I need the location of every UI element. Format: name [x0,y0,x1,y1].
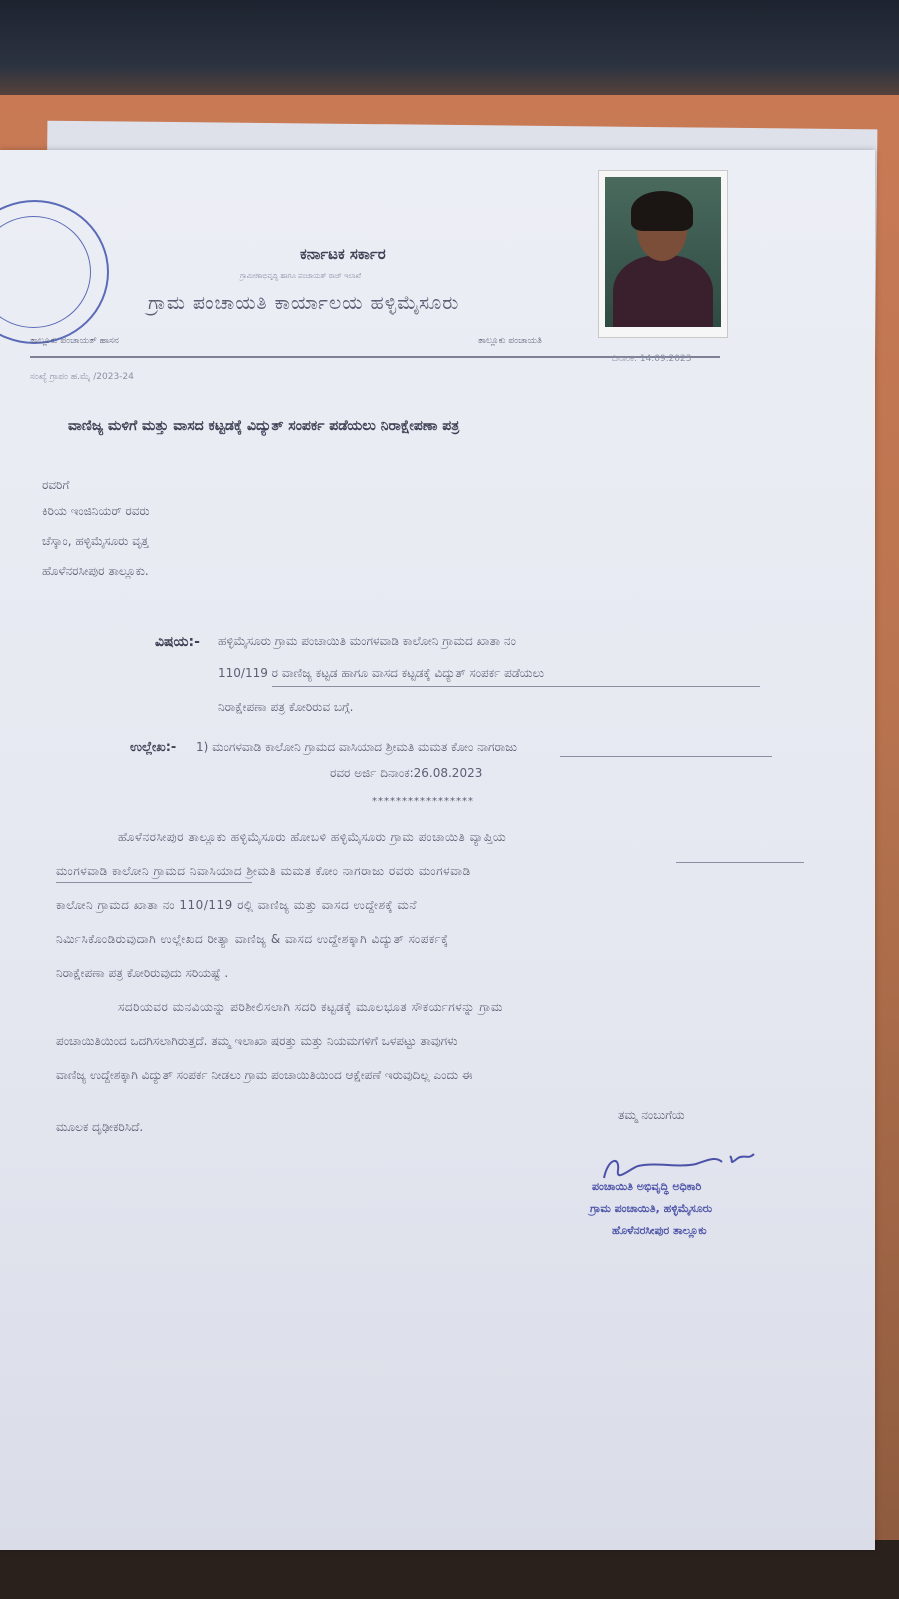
subject-underline [272,686,760,687]
recipient-line: ಹೊಳೆನರಸೀಪುರ ತಾಲ್ಲೂಕು. [42,564,149,578]
signature-stamp-line: ಪಂಚಾಯಿತಿ ಅಭಿವೃದ್ಧಿ ಅಧಿಕಾರಿ [592,1180,702,1193]
body-line: ವಾಣಿಜ್ಯ ಉದ್ದೇಶಕ್ಕಾಗಿ ವಿದ್ಯುತ್ ಸಂಪರ್ಕ ನೀಡಲು ಗ್ರಾಮ ಪಂಚಾಯಿತಿಯಿಂದ ಆಕ್ಷೇಪಣೆ ಇರುವುದಿಲ್ಲ ಎಂದು ಈ [56,1068,473,1082]
body-line: ಕಾಲೋನಿ ಗ್ರಾಮದ ಖಾತಾ ನಂ 110/119 ರಲ್ಲಿ ವಾಣಿಜ್ಯ ಮತ್ತು ವಾಸದ ಉದ್ದೇಶಕ್ಕೆ ಮನೆ [56,898,417,912]
signature-stamp-line: ಗ್ರಾಮ ಪಂಚಾಯಿತಿ, ಹಳ್ಳಿಮೈಸೂರು [590,1202,713,1215]
separator: ***************** [372,796,474,807]
reference-underline [560,756,772,757]
body-underline [56,882,252,883]
letter-title: ವಾಣಿಜ್ಯ ಮಳಿಗೆ ಮತ್ತು ವಾಸದ ಕಟ್ಟಡಕ್ಕೆ ವಿದ್ಯುತ್ ಸಂಪರ್ಕ ಪಡೆಯಲು ನಿರಾಕ್ಷೇಪಣಾ ಪತ್ರ [68,418,460,434]
body-line: ಮಂಗಳವಾಡಿ ಕಾಲೋನಿ ಗ್ರಾಮದ ನಿವಾಸಿಯಾದ ಶ್ರೀಮತಿ ಮಮತ ಕೋಂ ನಾಗರಾಜು ರವರು ಮಂಗಳವಾಡಿ [56,864,471,878]
recipient-line: ರವರಿಗೆ [42,478,70,492]
reference-number: ಸಂಖ್ಯೆ ಗ್ರಾಪಂ ಹ.ಮೈ /2023-24 [30,372,134,382]
subject-line: 110/119 ರ ವಾಣಿಜ್ಯ ಕಟ್ಟಡ ಹಾಗೂ ವಾಸದ ಕಟ್ಟಡಕ್ಕೆ ವಿದ್ಯುತ್ ಸಂಪರ್ಕ ಪಡೆಯಲು [218,666,545,680]
left-subheading: ತಾಲ್ಲೂಕು ಪಂಚಾಯತ್ ಹಾಸನ [30,336,119,346]
letter-date: ದಿನಾಂಕ: 14.09.2023 [612,354,692,364]
applicant-photo [598,170,728,338]
background-top [0,0,899,110]
body-line: ನಿರ್ಮಿಸಿಕೊಂಡಿರುವುದಾಗಿ ಉಲ್ಲೇಖದ ರೀತ್ಯಾ ವಾಣಿಜ್ಯ & ವಾಸದ ಉದ್ದೇಶಕ್ಕಾಗಿ ವಿದ್ಯುತ್ ಸಂಪರ್ಕಕ್ಕೆ [56,932,449,946]
document-sheet [0,150,875,1550]
signature-stamp-line: ಹೊಳೆನರಸೀಪುರ ತಾಲ್ಲೂಕು [612,1224,707,1237]
subject-line: ಹಳ್ಳಿಮೈಸೂರು ಗ್ರಾಮ ಪಂಚಾಯಿತಿ ಮಂಗಳವಾಡಿ ಕಾಲೋನಿ ಗ್ರಾಮದ ಖಾತಾ ನಂ [218,634,516,648]
govt-heading: ಕರ್ನಾಟಕ ಸರ್ಕಾರ [300,245,386,263]
subject-label: ವಿಷಯ:- [155,634,200,650]
reference-label: ಉಲ್ಲೇಖ:- [130,740,177,755]
recipient-line: ಚೆಸ್ಕಾಂ, ಹಳ್ಳಿಮೈಸೂರು ವೃತ್ತ [42,534,149,548]
closing-text: ತಮ್ಮ ನಂಬುಗೆಯ [618,1108,685,1122]
right-subheading: ತಾಲ್ಲೂಕು ಪಂಚಾಯತಿ [478,336,542,346]
body-line: ಹೊಳೆನರಸೀಪುರ ತಾಲ್ಲೂಕು ಹಳ್ಳಿಮೈಸೂರು ಹೋಬಳಿ ಹಳ್ಳಿಮೈಸೂರು ಗ್ರಾಮ ಪಂಚಾಯಿತಿ ವ್ಯಾಪ್ತಿಯ [118,830,507,844]
reference-line: ರವರ ಅರ್ಜಿ ದಿನಾಂಕ:26.08.2023 [330,766,483,780]
body-line: ಮೂಲಕ ದೃಢೀಕರಿಸಿದೆ. [56,1120,144,1134]
body-line: ನಿರಾಕ್ಷೇಪಣಾ ಪತ್ರ ಕೋರಿರುವುದು ಸರಿಯಷ್ಟೆ . [56,966,229,980]
office-heading: ಗ್ರಾಮ ಪಂಚಾಯತಿ ಕಾರ್ಯಾಲಯ ಹಳ್ಳಿಮೈಸೂರು [148,292,460,314]
subject-line: ನಿರಾಕ್ಷೇಪಣಾ ಪತ್ರ ಕೋರಿರುವ ಬಗ್ಗೆ. [218,700,354,714]
body-underline [676,862,804,863]
dept-heading: ಗ್ರಾಮೀಣಾಭಿವೃದ್ಧಿ ಹಾಗೂ ಪಂಚಾಯತ್ ರಾಜ್ ಇಲಾಖೆ [240,272,361,280]
body-line: ಪಂಚಾಯಿತಿಯಿಂದ ಒದಗಿಸಲಾಗಿರುತ್ತದೆ. ತಮ್ಮ ಇಲಾಖಾ ಷರತ್ತು ಮತ್ತು ನಿಯಮಗಳಿಗೆ ಒಳಪಟ್ಟು ತಾವುಗಳು [56,1034,458,1048]
body-line: ಸದರಿಯವರ ಮನವಿಯನ್ನು ಪರಿಶೀಲಿಸಲಾಗಿ ಸದರಿ ಕಟ್ಟಡಕ್ಕೆ ಮೂಲಭೂತ ಸೌಕರ್ಯಗಳನ್ನು ಗ್ರಾಮ [118,1000,503,1014]
recipient-line: ಕಿರಿಯ ಇಂಜಿನಿಯರ್ ರವರು [42,504,150,518]
reference-line: 1) ಮಂಗಳವಾಡಿ ಕಾಲೋನಿ ಗ್ರಾಮದ ವಾಸಿಯಾದ ಶ್ರೀಮತಿ ಮಮತ ಕೋಂ ನಾಗರಾಜು [196,740,518,754]
